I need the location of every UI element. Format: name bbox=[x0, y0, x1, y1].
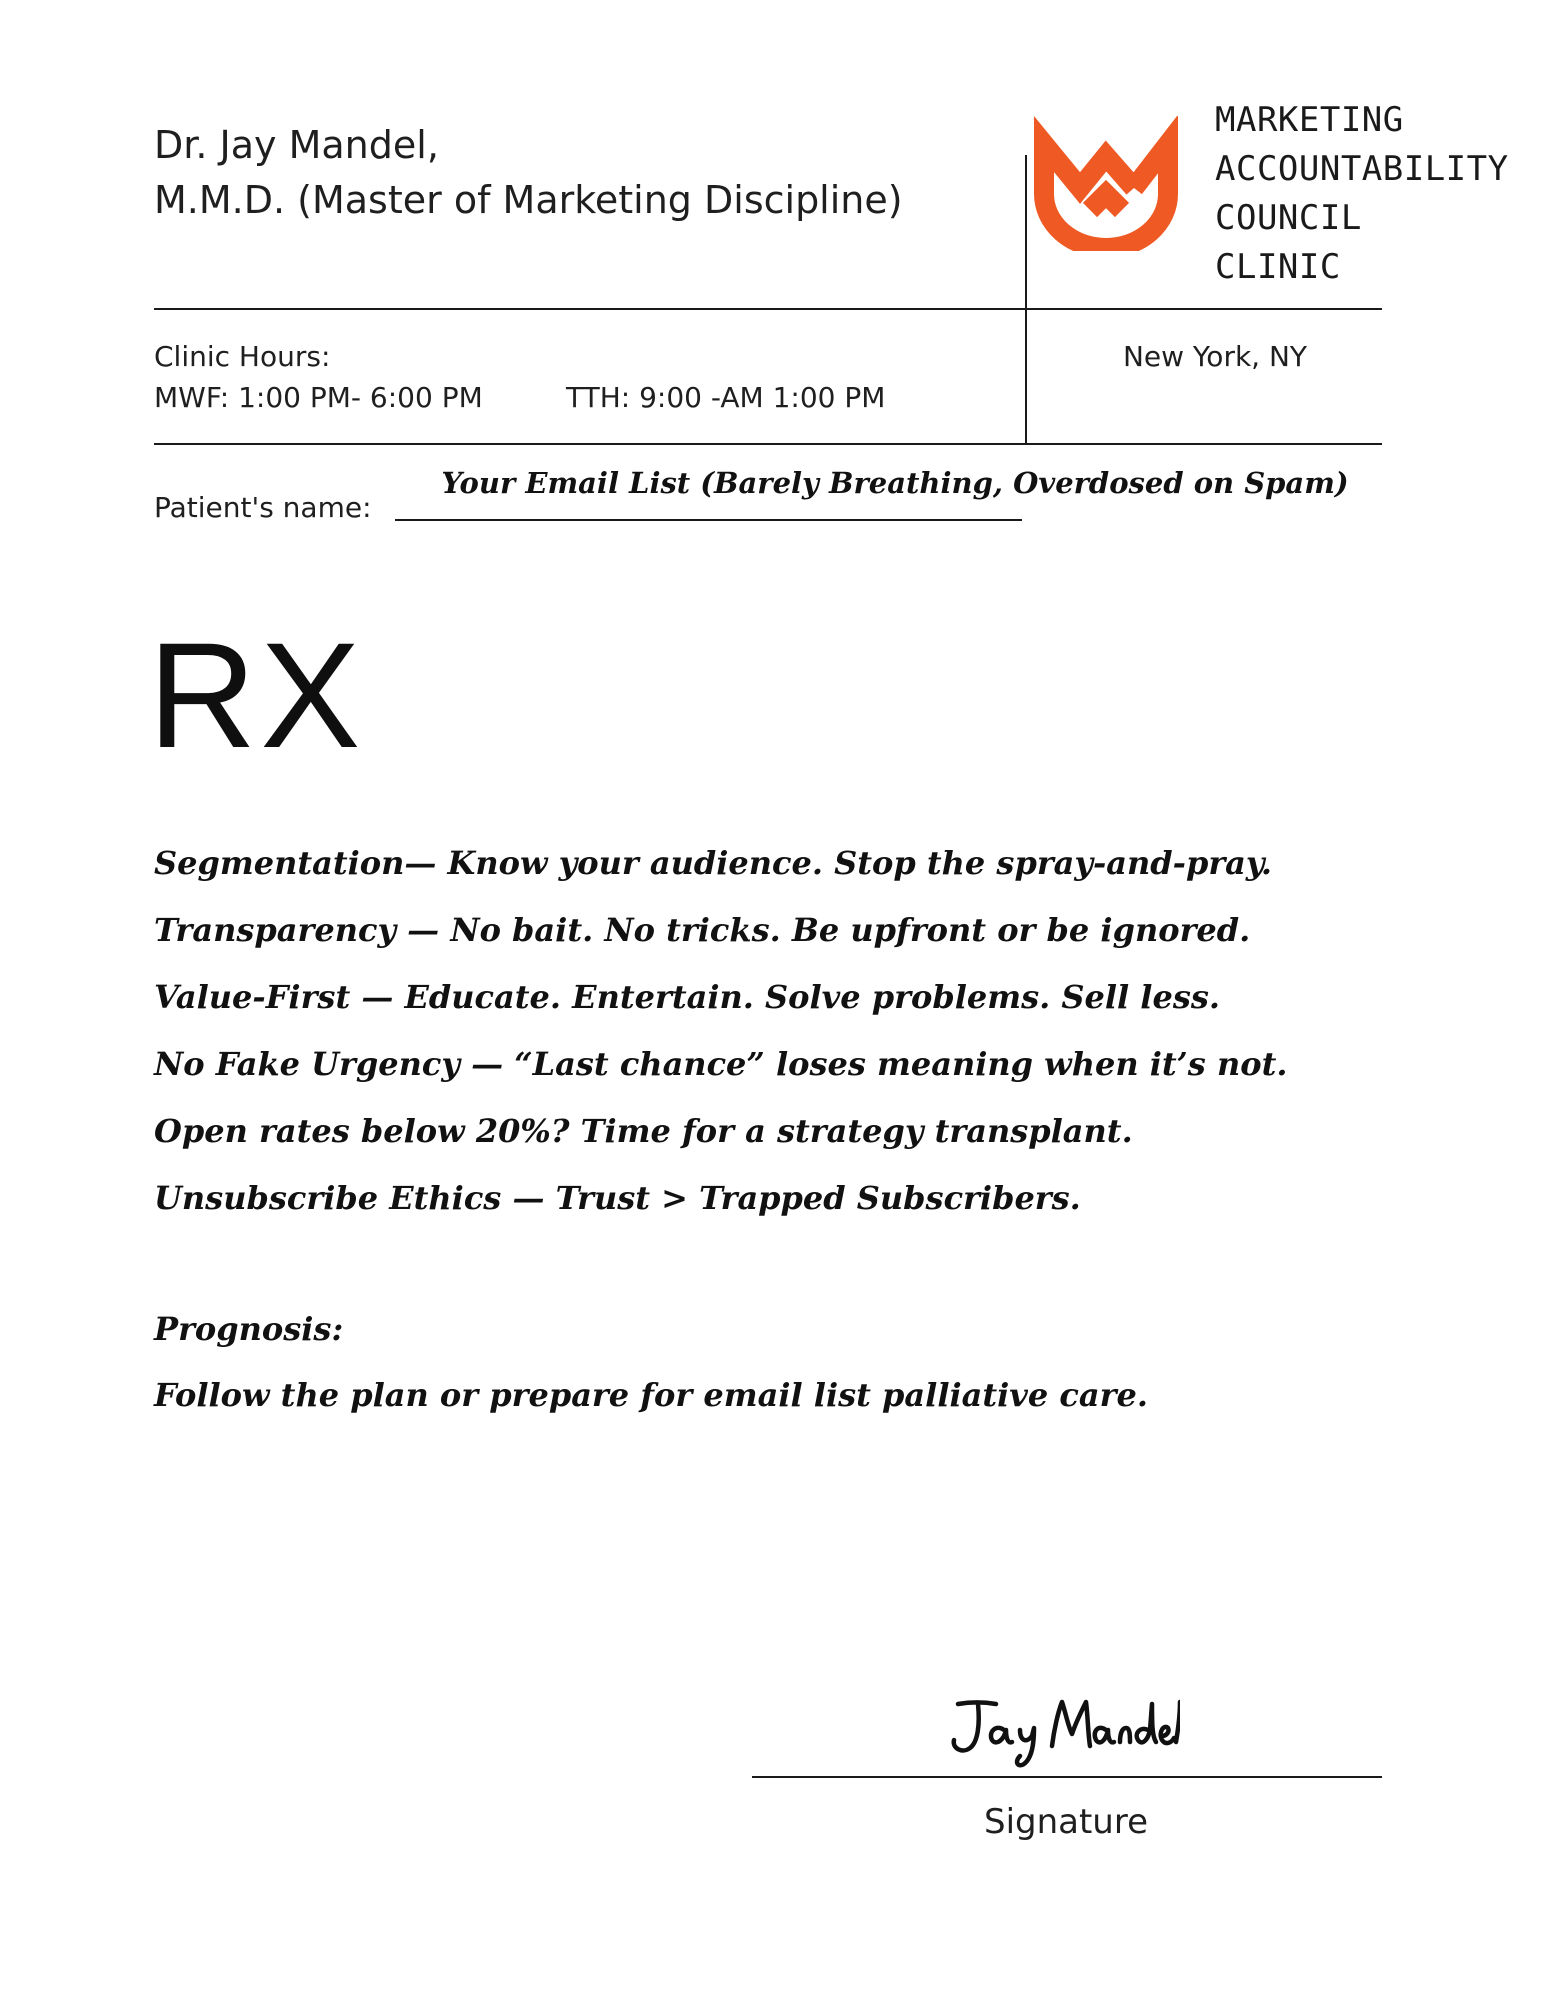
rx-line: No Fake Urgency — “Last chance” loses meaning when it’s not. bbox=[154, 1045, 1288, 1083]
rx-line: Transparency — No bait. No tricks. Be upfront or be ignored. bbox=[154, 911, 1251, 949]
handwritten-signature bbox=[940, 1690, 1180, 1770]
doctor-credential: M.M.D. (Master of Marketing Discipline) bbox=[154, 178, 903, 222]
prognosis-text: Follow the plan or prepare for email list palliative care. bbox=[154, 1376, 1148, 1414]
clinic-name-line: CLINIC bbox=[1215, 247, 1341, 287]
rx-instructions bbox=[154, 830, 1287, 1232]
signature-line bbox=[752, 1776, 1382, 1778]
mmd-logo-icon bbox=[1030, 116, 1182, 251]
prognosis-label: Prognosis: bbox=[154, 1310, 344, 1348]
clinic-hours-mwf: MWF: 1:00 PM- 6:00 PM bbox=[154, 381, 483, 414]
header-rule bbox=[154, 308, 1382, 310]
clinic-hours-label: Clinic Hours: bbox=[154, 340, 331, 373]
prognosis-block bbox=[154, 1296, 1148, 1428]
patient-name-value: Your Email List (Barely Breathing, Overdosed on Spam) bbox=[441, 466, 1349, 500]
hours-rule bbox=[154, 443, 1382, 445]
clinic-name-line: COUNCIL bbox=[1215, 198, 1362, 238]
clinic-location: New York, NY bbox=[1122, 340, 1308, 373]
rx-line: Value-First — Educate. Entertain. Solve problems. Sell less. bbox=[154, 978, 1220, 1016]
patient-name-label: Patient's name: bbox=[154, 491, 372, 524]
clinic-hours-tth: TTH: 9:00 -AM 1:00 PM bbox=[566, 381, 886, 414]
rx-line: Unsubscribe Ethics — Trust > Trapped Subscribers. bbox=[154, 1179, 1081, 1217]
rx-line: Open rates below 20%? Time for a strategy transplant. bbox=[154, 1112, 1133, 1150]
rx-heading: RX bbox=[148, 611, 365, 779]
header-divider-vertical bbox=[1025, 155, 1027, 445]
doctor-block bbox=[154, 118, 903, 228]
patient-name-underline bbox=[395, 519, 1022, 521]
rx-line: Segmentation— Know your audience. Stop the spray-and-pray. bbox=[154, 844, 1272, 882]
signature-label: Signature bbox=[983, 1802, 1149, 1842]
clinic-name-line: ACCOUNTABILITY bbox=[1215, 149, 1509, 189]
clinic-name-line: MARKETING bbox=[1215, 100, 1404, 140]
doctor-name: Dr. Jay Mandel, bbox=[154, 123, 439, 167]
clinic-name bbox=[1215, 96, 1509, 292]
